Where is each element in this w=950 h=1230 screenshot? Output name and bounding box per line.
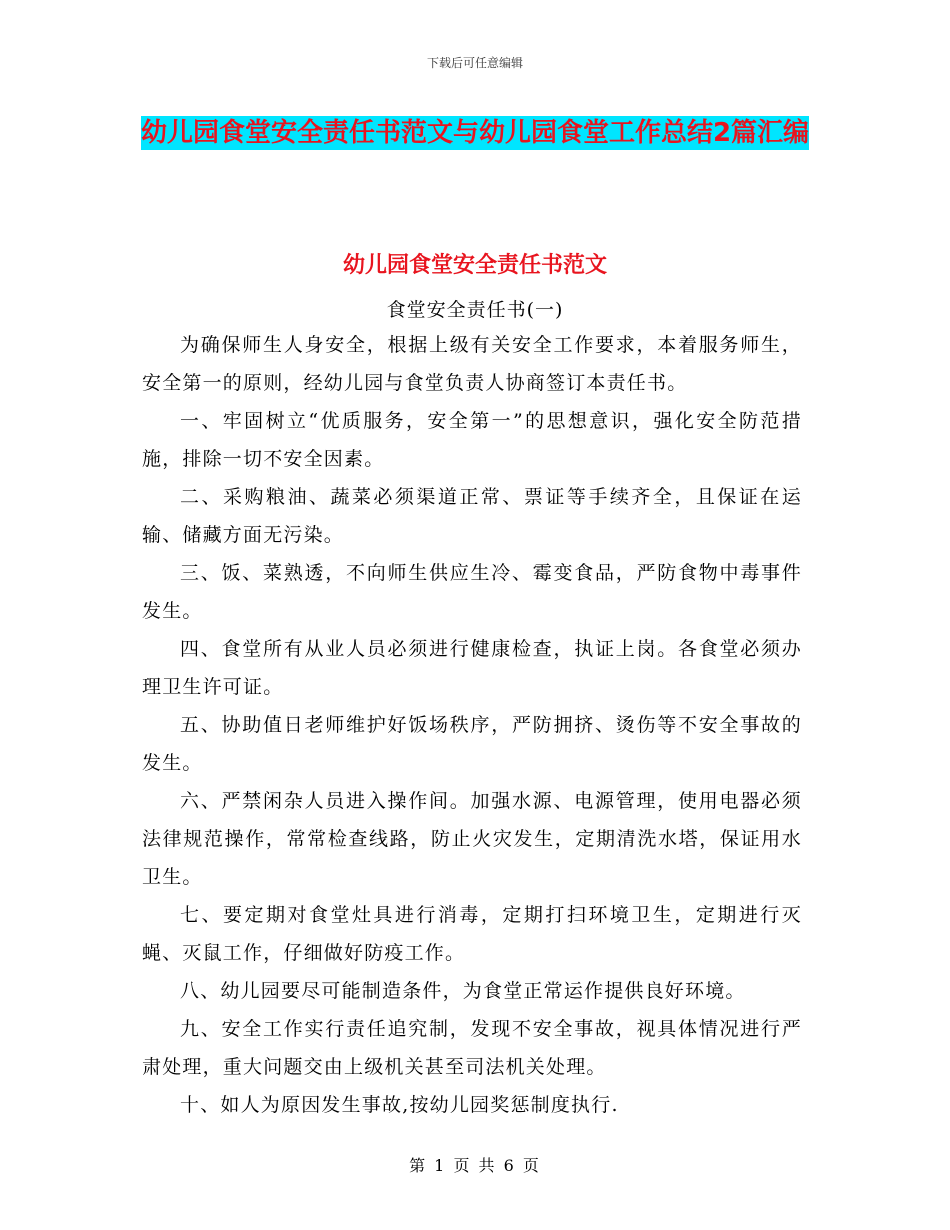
paragraph: 为确保师生人身安全，根据上级有关安全工作要求，本着服务师生，安全第一的原则，经幼儿园与食堂负责人协商签订本责任书。 (142, 334, 802, 394)
body-text (142, 326, 802, 1124)
paragraph: 三、饭、菜熟透，不向师生供应生冷、霉变食品，严防食物中毒事件发生。 (142, 562, 802, 622)
paragraph: 二、采购粮油、蔬菜必须渠道正常、票证等手续齐全，且保证在运输、储藏方面无污染。 (142, 486, 802, 546)
paragraph: 一、牢固树立“优质服务，安全第一”的思想意识，强化安全防范措施，排除一切不安全因素。 (142, 410, 802, 470)
header-note: 下载后可任意编辑 (426, 56, 523, 70)
paragraph: 四、食堂所有从业人员必须进行健康检查，执证上岗。各食堂必须办理卫生许可证。 (142, 638, 802, 698)
paragraph: 八、幼儿园要尽可能制造条件，为食堂正常运作提供良好环境。 (180, 980, 746, 1002)
paragraph: 六、严禁闲杂人员进入操作间。加强水源、电源管理，使用电器必须法律规范操作，常常检查线路，防止火灾发生，定期清洗水塔，保证用水卫生。 (142, 790, 802, 888)
paragraph: 五、协助值日老师维护好饭场秩序，严防拥挤、烫伤等不安全事故的发生。 (142, 714, 802, 774)
section-title: 幼儿园食堂安全责任书范文 (342, 253, 607, 278)
document-title-text: 幼儿园食堂安全责任书范文与幼儿园食堂工作总结2篇汇编 (140, 118, 810, 148)
paragraph: 十、如人为原因发生事故,按幼儿园奖惩制度执行. (180, 1094, 619, 1116)
document-title (140, 108, 810, 158)
paragraph: 九、安全工作实行责任追究制，发现不安全事故，视具体情况进行严肃处理，重大问题交由上级机关甚至司法机关处理。 (142, 1018, 802, 1078)
paragraph: 七、要定期对食堂灶具进行消毒，定期打扫环境卫生，定期进行灭蝇、灭鼠工作，仔细做好防疫工作。 (142, 904, 802, 964)
page-footer: 第 1 页 共 6 页 (409, 1156, 541, 1175)
sub-title: 食堂安全责任书(一) (386, 299, 564, 321)
